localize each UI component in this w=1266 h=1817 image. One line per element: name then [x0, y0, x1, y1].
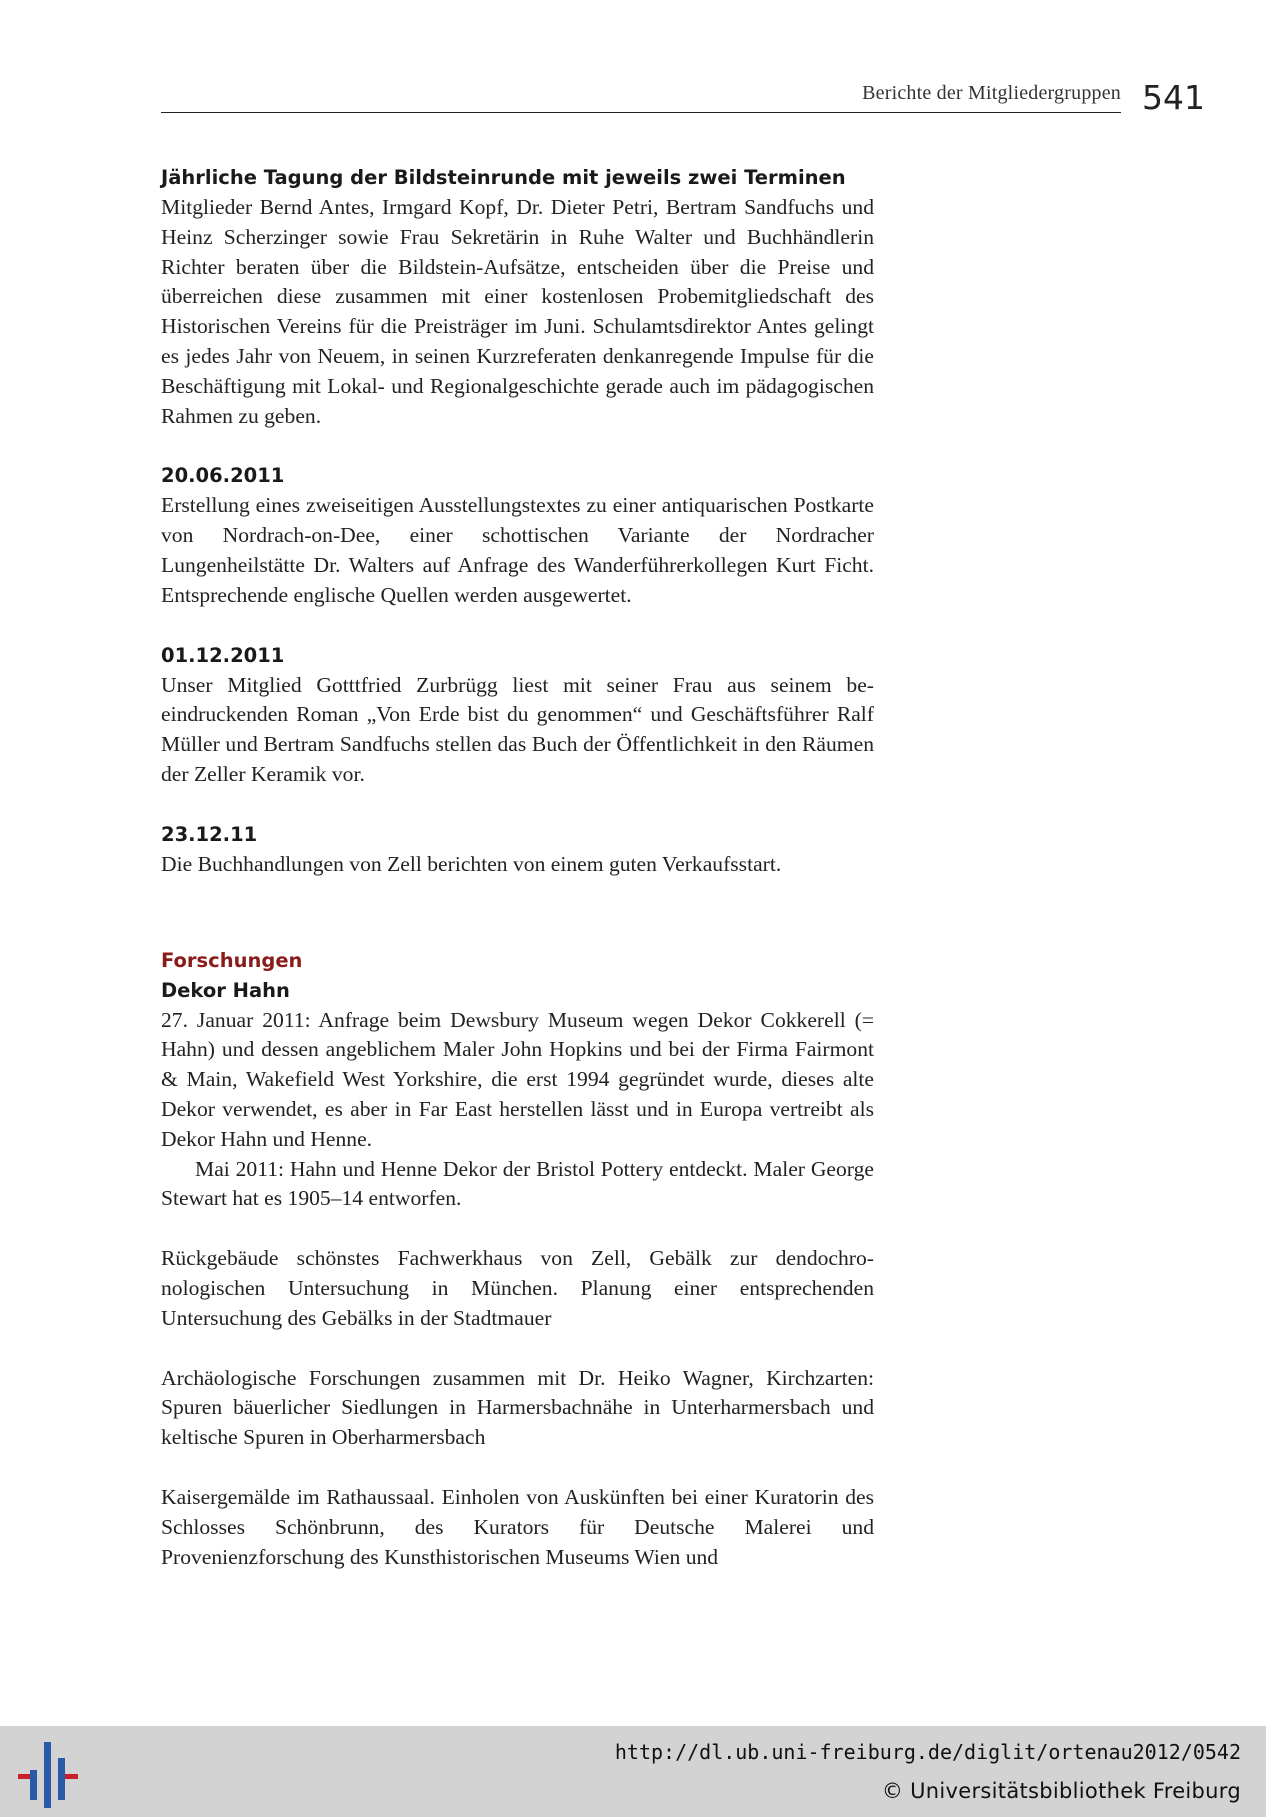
forschungen-paragraph: Kaisergemälde im Rathaussaal. Einholen von Auskünften bei einer Kuratorin des Schlosses Schönbrunn, des Kurators für Deutsche Malerei und Provenienzforschung des Kunsthistorischen Museums Wien und — [161, 1484, 874, 1569]
forschungen-paragraph: Mai 2011: Hahn und Henne Dekor der Bristol Pottery entdeckt. Maler George Stewart hat es 1905–14 entworfen. — [161, 1156, 874, 1211]
section-heading: 01.12.2011 — [161, 643, 285, 667]
section-paragraph: Die Buchhandlungen von Zell berichten von einem guten Verkaufsstart. — [161, 851, 782, 876]
footer-url-link[interactable]: http://dl.ub.uni-freiburg.de/diglit/ortenau2012/0542 — [614, 1740, 1241, 1764]
section-heading: Jährliche Tagung der Bildsteinrunde mit jeweils zwei Terminen — [161, 166, 846, 189]
section-paragraph: Unser Mitglied Gotttfried Zurbrügg liest mit seiner Frau aus seinem beeindruckenden Roman „Von Erde bist du genommen“ und Geschäftsführer Ralf Müller und Bertram Sandfuchs stellen das Buch der Öffentlichkeit in den Räumen der Zeller Keramik vor. — [161, 672, 874, 786]
dekor-hahn-subheading: Dekor Hahn — [161, 978, 290, 1002]
footer-copyright: © Universitätsbibliothek Freiburg — [881, 1779, 1241, 1803]
footer-bar — [0, 1726, 1266, 1817]
section-tagung — [161, 163, 874, 431]
spacer — [161, 790, 874, 820]
spacer — [161, 431, 874, 461]
section-date-20-06-2011 — [161, 461, 874, 610]
section-paragraph: Mitglieder Bernd Antes, Irmgard Kopf, Dr. Dieter Petri, Bertram Sandfuchs und Heinz Scherzinger sowie Frau Sekretärin in Ruhe Walter und Buchhändlerin Richter beraten über die Bildstein-Aufsätze, entscheiden über die Preise und überreichen diese zusammen mit einer kostenlosen Probemitgliedschaft des Historischen Vereins für die Preisträger im Juni. Schulamtsdirektor Antes gelingt es jedes Jahr von Neuem, in seinen Kurzreferaten denkanregende Impulse für die Beschäftigung mit Lokal- und Regionalgeschichte gerade auch im pädagogischen Rahmen zu geben. — [161, 195, 874, 428]
page-number: 541 — [1142, 78, 1205, 117]
forschungen-paragraph: Rückgebäude schönstes Fachwerkhaus von Zell, Gebälk zur dendochronologischen Untersuchung in München. Planung einer entsprechenden Untersuchung des Gebälks in der Stadtmauer — [161, 1246, 874, 1330]
section-heading: 20.06.2011 — [161, 464, 285, 488]
section-forschungen — [161, 946, 874, 1573]
spacer — [161, 1453, 874, 1483]
running-head — [161, 80, 1121, 113]
section-date-01-12-2011 — [161, 641, 874, 790]
spacer — [161, 880, 874, 946]
library-logo-icon — [18, 1740, 78, 1810]
forschungen-heading: Forschungen — [161, 948, 303, 972]
forschungen-paragraph: Archäologische Forschungen zusammen mit Dr. Heiko Wagner, Kirchzarten: Spuren bäuerlicher Siedlungen in Harmersbachnähe in Unterharmersbach und keltische Spuren in Oberharmersbach — [161, 1365, 874, 1450]
forschungen-paragraph: 27. Januar 2011: Anfrage beim Dewsbury Museum wegen Dekor Cokkerell (= Hahn) und dessen angeblichem Maler John Hopkins und bei der Firma Fairmont & Main, Wakefield West Yorkshire, die erst 1994 gegründet wurde, dieses alte Dekor verwendet, es aber in Far East herstellen lässt und in Europa vertreibt als Dekor Hahn und Henne. — [161, 1007, 874, 1151]
section-heading: 23.12.11 — [161, 822, 258, 846]
section-paragraph: Erstellung eines zweiseitigen Ausstellungstextes zu einer antiquarischen Postkarte von Nordrach-on-Dee, einer schottischen Variante der Nordracher Lungenheilstätte Dr. Walters auf Anfrage des Wanderführerkollegen Kurt Ficht. Entsprechende englische Quellen werden ausgewertet. — [161, 493, 874, 607]
section-date-23-12-11 — [161, 820, 874, 880]
spacer — [161, 611, 874, 641]
spacer — [161, 1334, 874, 1364]
spacer — [161, 1214, 874, 1244]
page-body — [161, 163, 874, 1572]
running-head-title: Berichte der Mitgliedergruppen — [862, 82, 1121, 104]
